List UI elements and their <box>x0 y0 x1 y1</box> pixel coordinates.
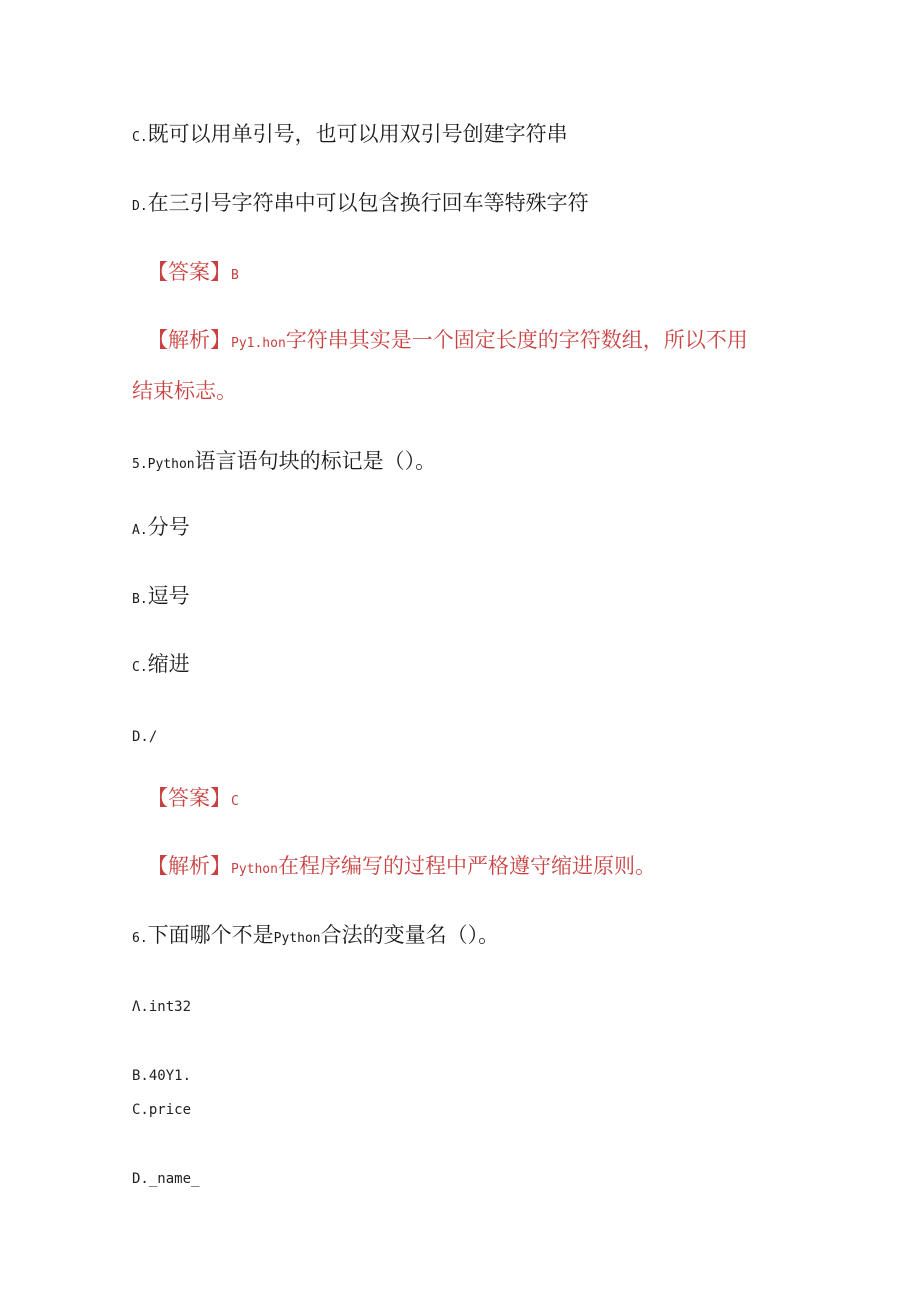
q4-analysis-continued <box>132 377 237 405</box>
question-number: 6. <box>132 931 148 946</box>
option-text: B.40Y1. <box>132 1068 192 1084</box>
option-text: 既可以用单引号，也可以用双引号创建字符串 <box>147 122 568 146</box>
analysis-text: 结束标志。 <box>132 379 237 403</box>
q5-question <box>132 447 436 479</box>
analysis-text: 字符串其实是一个固定长度的字符数组，所以不用 <box>285 328 748 352</box>
q5-option-c <box>132 650 190 682</box>
q4-analysis <box>147 326 748 358</box>
q5-answer <box>147 784 239 816</box>
option-letter: C. <box>132 130 148 145</box>
q5-option-b <box>132 582 190 614</box>
q6-option-b <box>132 1062 191 1090</box>
option-text: 逗号 <box>147 584 190 608</box>
analysis-prefix: Py1.hon <box>231 336 286 351</box>
answer-value: C <box>231 794 239 809</box>
option-letter: B. <box>132 592 148 607</box>
option-text: C.price <box>132 1102 192 1118</box>
option-text: / <box>148 729 158 745</box>
answer-label: 【答案】 <box>147 786 231 810</box>
option-letter: D. <box>132 729 149 745</box>
question-text: 下面哪个不是 <box>147 923 274 947</box>
option-letter: A. <box>132 523 148 538</box>
q4-option-c <box>132 120 568 152</box>
q5-option-a <box>132 513 190 545</box>
q6-option-d <box>132 1165 199 1193</box>
question-number: 5.Python <box>132 457 195 472</box>
analysis-text: 在程序编写的过程中严格遵守缩进原则。 <box>277 854 656 878</box>
analysis-prefix: Python <box>231 862 278 877</box>
question-text: 语言语句块的标记是（）。 <box>194 449 437 473</box>
q6-question <box>132 921 499 953</box>
option-letter: C. <box>132 660 148 675</box>
option-text: 分号 <box>147 515 190 539</box>
analysis-label: 【解析】 <box>147 854 231 878</box>
q5-option-d <box>132 723 157 751</box>
analysis-label: 【解析】 <box>147 328 231 352</box>
option-letter: D. <box>132 199 148 214</box>
option-text: D._name_ <box>132 1171 200 1187</box>
option-text: Λ.int32 <box>132 999 192 1015</box>
question-text: 合法的变量名（）。 <box>320 923 500 947</box>
q4-answer <box>147 258 239 290</box>
q6-option-a <box>132 993 191 1021</box>
q6-option-c <box>132 1096 191 1124</box>
option-text: 在三引号字符串中可以包含换行回车等特殊字符 <box>147 191 589 215</box>
q4-option-d <box>132 189 589 221</box>
answer-label: 【答案】 <box>147 260 231 284</box>
q5-analysis <box>147 852 656 884</box>
option-text: 缩进 <box>147 652 190 676</box>
question-python: Python <box>273 931 321 946</box>
answer-value: B <box>231 268 239 283</box>
